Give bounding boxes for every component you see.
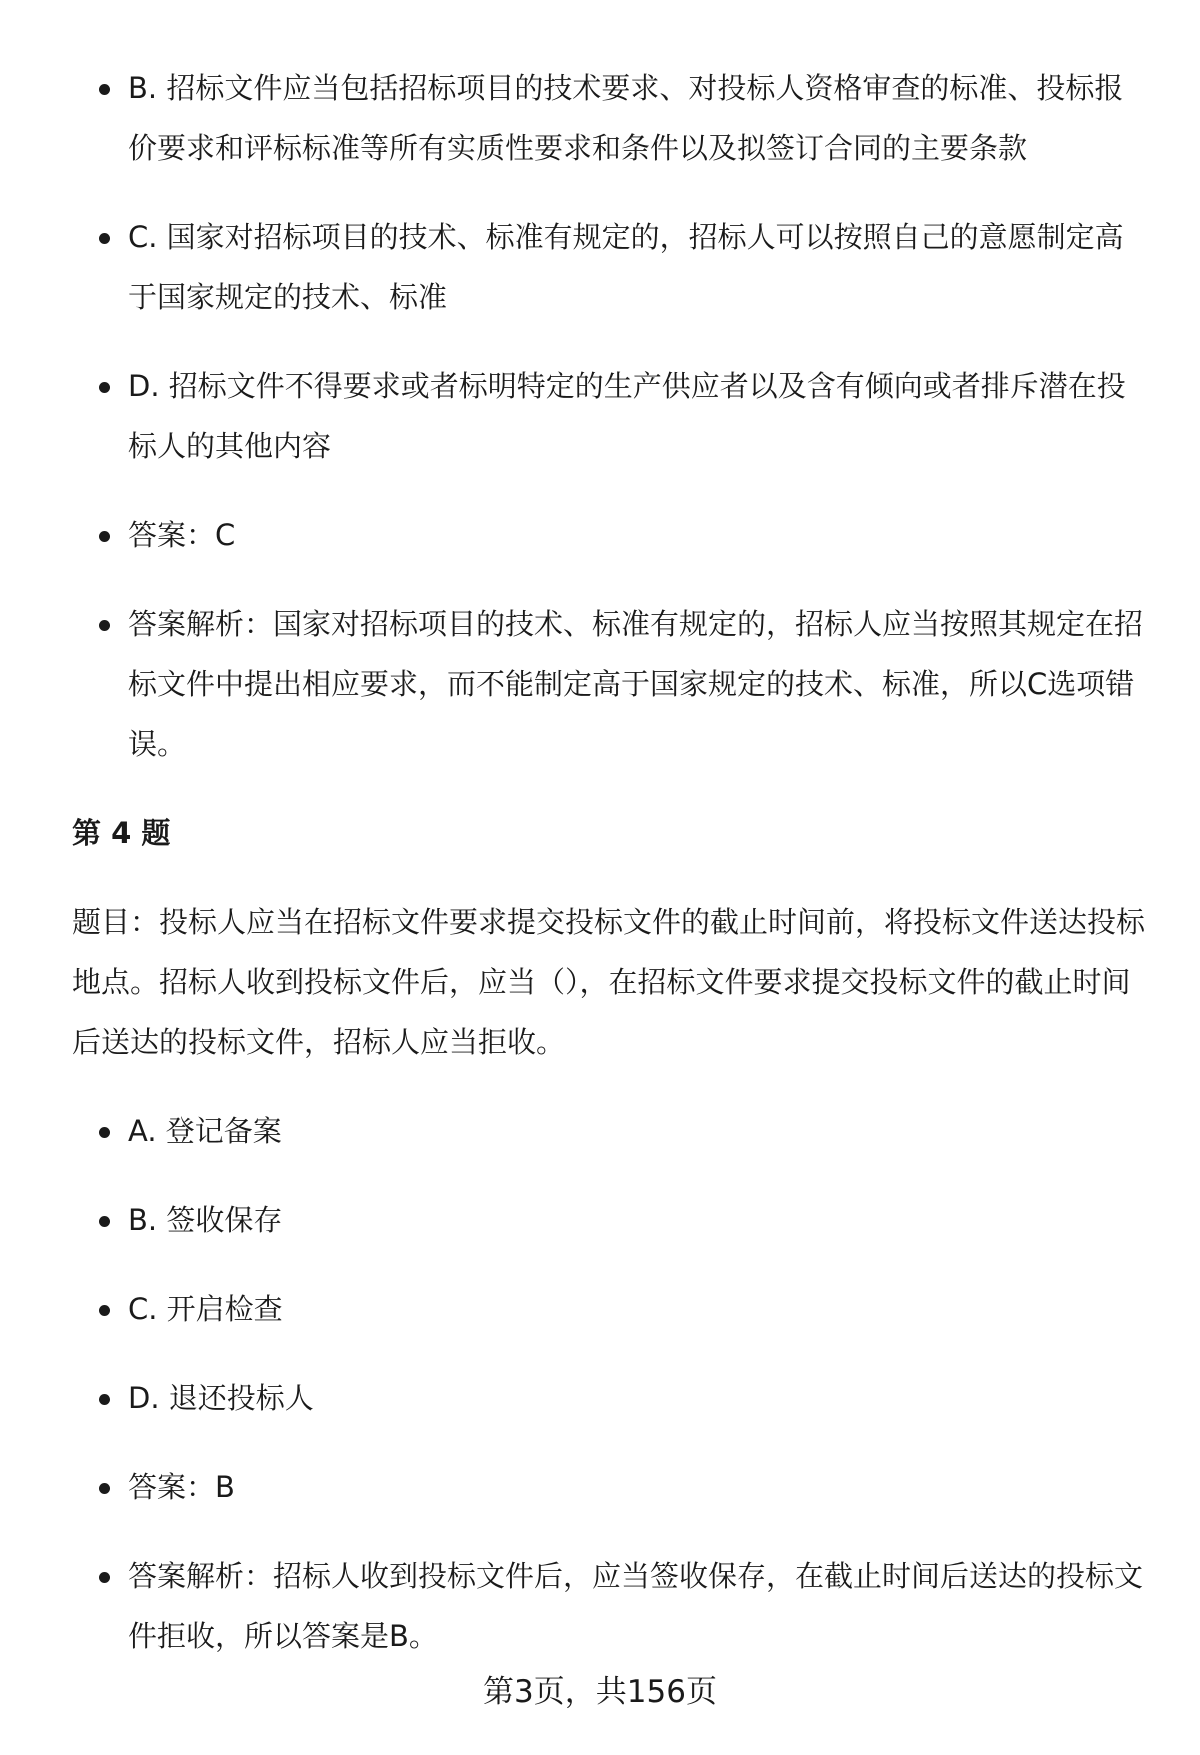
- option-a: A. 登记备案: [72, 1101, 1152, 1161]
- option-d: D. 招标文件不得要求或者标明特定的生产供应者以及含有倾向或者排斥潜在投标人的其他内容: [72, 356, 1152, 476]
- answer: 答案：B: [72, 1457, 1152, 1517]
- question-stem: 题目：投标人应当在招标文件要求提交投标文件的截止时间前，将投标文件送达投标地点。招标人收到投标文件后，应当（），在招标文件要求提交投标文件的截止时间后送达的投标文件，招标人应当拒收。: [72, 905, 1146, 1059]
- option-c: C. 国家对招标项目的技术、标准有规定的，招标人可以按照自己的意愿制定高于国家规定的技术、标准: [72, 207, 1152, 327]
- page-content: [72, 58, 1152, 1695]
- option-b: B. 签收保存: [72, 1190, 1152, 1250]
- answer: 答案：C: [72, 505, 1152, 565]
- question-heading: 第 4 题: [72, 816, 171, 850]
- option-c: C. 开启检查: [72, 1279, 1152, 1339]
- option-b: B. 招标文件应当包括招标项目的技术要求、对投标人资格审查的标准、投标报价要求和评标标准等所有实质性要求和条件以及拟签订合同的主要条款: [72, 58, 1152, 178]
- answer-explanation: 答案解析：国家对招标项目的技术、标准有规定的，招标人应当按照其规定在招标文件中提出相应要求，而不能制定高于国家规定的技术、标准，所以C选项错误。: [72, 594, 1152, 774]
- question-options-list: [72, 1101, 1152, 1666]
- option-d: D. 退还投标人: [72, 1368, 1152, 1428]
- previous-question-list: [72, 58, 1152, 774]
- page-number: 第3页，共156页: [483, 1674, 717, 1710]
- answer-explanation: 答案解析：招标人收到投标文件后，应当签收保存，在截止时间后送达的投标文件拒收，所以答案是B。: [72, 1546, 1152, 1666]
